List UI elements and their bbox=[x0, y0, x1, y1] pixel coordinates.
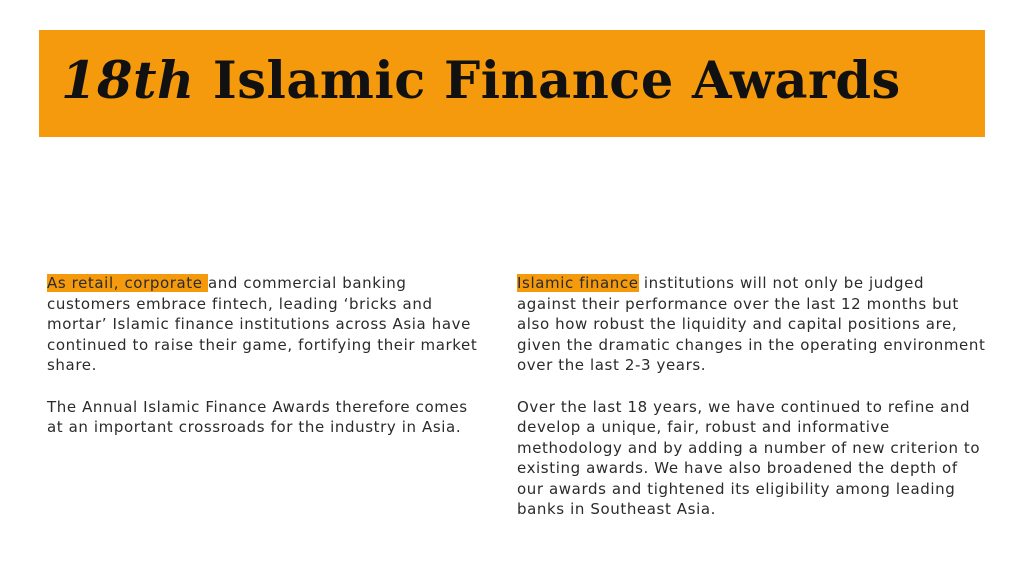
left-paragraph-1 bbox=[47, 273, 487, 376]
page-title bbox=[61, 48, 901, 114]
title-number: 18th bbox=[61, 51, 195, 111]
left-paragraph-2: The Annual Islamic Finance Awards therefore comes at an important crossroads for the industry in Asia. bbox=[47, 397, 468, 436]
title-banner bbox=[39, 30, 985, 137]
highlighted-phrase: Islamic finance bbox=[517, 274, 639, 292]
paragraph-text: institutions will not only be judged against their performance over the last 12 months but also how robust the liquidity and capital positions are, given the dramatic changes in the operating environment over the last 2-3 years. bbox=[517, 274, 986, 374]
right-paragraph-1 bbox=[517, 273, 987, 376]
paragraph-text: and commercial banking customers embrace fintech, leading ‘bricks and mortar’ Islamic finance institutions across Asia have continued to raise their game, fortifying their market share. bbox=[47, 274, 478, 374]
title-text: Islamic Finance Awards bbox=[212, 51, 901, 111]
right-paragraph-2: Over the last 18 years, we have continued to refine and develop a unique, fair, robust and informative methodology and by adding a number of new criterion to existing awards. We have also broadened the depth of our awards and tightened its eligibility among leading banks in Southeast Asia. bbox=[517, 397, 981, 518]
highlighted-phrase: As retail, corporate bbox=[47, 274, 208, 292]
left-column bbox=[47, 273, 487, 459]
right-column bbox=[517, 273, 987, 541]
